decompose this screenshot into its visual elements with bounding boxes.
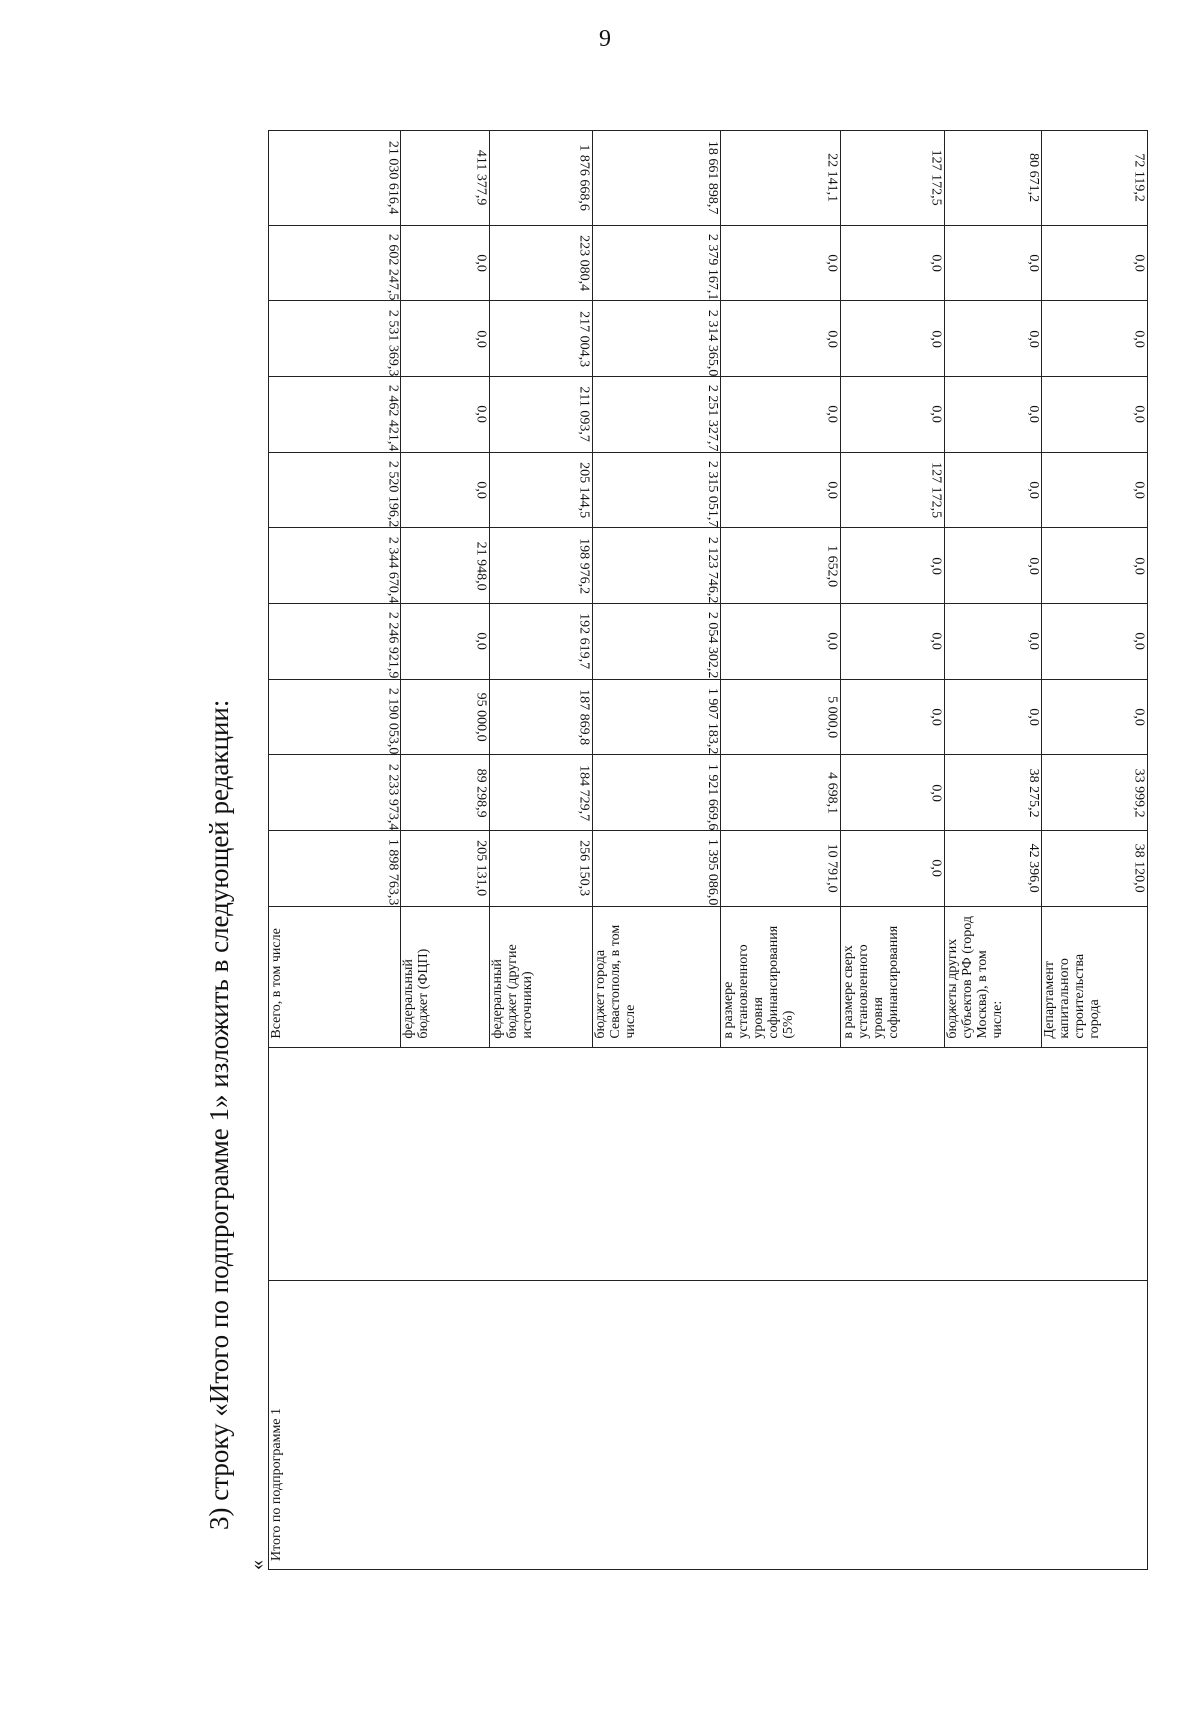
year-value: 256 150,3 <box>489 831 592 907</box>
year-value: 0,0 <box>840 679 945 755</box>
row-label: в размере сверх установленного уровня софинансирования <box>840 906 945 1047</box>
year-value: 127 172,5 <box>840 452 945 528</box>
year-value: 95 000,0 <box>401 679 490 755</box>
row-total-value: 72 119,2 <box>1042 131 1148 226</box>
year-value: 42 396,0 <box>945 831 1042 907</box>
budget-table <box>268 130 1148 1570</box>
row-label: федеральный бюджет (ФЦП) <box>401 906 490 1047</box>
year-value: 21 948,0 <box>401 528 490 604</box>
year-value: 2 520 196,2 <box>269 452 401 528</box>
year-value: 0,0 <box>840 755 945 831</box>
year-value: 0,0 <box>1042 604 1148 680</box>
year-value: 205 144,5 <box>489 452 592 528</box>
amendment-heading: 3) строку «Итого по подпрограмме 1» изложить в следующей редакции: <box>204 699 234 1530</box>
year-value: 38 120,0 <box>1042 831 1148 907</box>
year-value: 0,0 <box>401 301 490 377</box>
year-value: 2 190 053,0 <box>269 679 401 755</box>
year-value: 0,0 <box>721 377 840 453</box>
year-value: 0,0 <box>945 301 1042 377</box>
year-value: 0,0 <box>401 225 490 301</box>
year-value: 0,0 <box>945 679 1042 755</box>
row-label: федеральный бюджет (другие источники) <box>489 906 592 1047</box>
year-value: 0,0 <box>721 225 840 301</box>
row-label: Департамент капитального строительства города <box>1042 906 1148 1047</box>
year-value: 2 123 746,2 <box>593 528 721 604</box>
year-value: 0,0 <box>945 377 1042 453</box>
year-value: 0,0 <box>1042 301 1148 377</box>
row-label: бюджет города Севастополя, в том числе <box>593 906 721 1047</box>
year-value: 1 907 183,2 <box>593 679 721 755</box>
page-number: 9 <box>599 26 611 52</box>
table-row <box>269 131 401 1570</box>
year-value: 187 869,8 <box>489 679 592 755</box>
row-total-value: 411 377,9 <box>401 131 490 226</box>
year-value: 10 791,0 <box>721 831 840 907</box>
year-value: 2 054 302,2 <box>593 604 721 680</box>
year-value: 2 233 973,4 <box>269 755 401 831</box>
year-value: 0,0 <box>401 604 490 680</box>
year-value: 2 315 051,7 <box>593 452 721 528</box>
year-value: 211 093,7 <box>489 377 592 453</box>
year-value: 0,0 <box>1042 377 1148 453</box>
year-value: 0,0 <box>840 831 945 907</box>
year-value: 0,0 <box>1042 452 1148 528</box>
year-value: 2 314 365,0 <box>593 301 721 377</box>
year-value: 0,0 <box>945 452 1042 528</box>
year-value: 0,0 <box>840 225 945 301</box>
year-value: 2 246 921,9 <box>269 604 401 680</box>
row-label: бюджеты других субъектов РФ (город Москва), в том числе: <box>945 906 1042 1047</box>
year-value: 0,0 <box>840 301 945 377</box>
row-total-value: 21 030 616,4 <box>269 131 401 226</box>
opening-quote: « <box>246 1560 268 1570</box>
year-value: 5 000,0 <box>721 679 840 755</box>
year-value: 0,0 <box>945 528 1042 604</box>
row-label: в размере установленного уровня софинансирования (5%) <box>721 906 840 1047</box>
year-value: 1 898 763,3 <box>269 831 401 907</box>
year-value: 33 999,2 <box>1042 755 1148 831</box>
year-value: 0,0 <box>401 452 490 528</box>
year-value: 0,0 <box>945 225 1042 301</box>
year-value: 0,0 <box>840 528 945 604</box>
row-total-value: 1 876 668,6 <box>489 131 592 226</box>
year-value: 198 976,2 <box>489 528 592 604</box>
year-value: 0,0 <box>1042 679 1148 755</box>
year-value: 0,0 <box>1042 225 1148 301</box>
year-value: 2 531 369,3 <box>269 301 401 377</box>
year-value: 0,0 <box>721 604 840 680</box>
year-value: 184 729,7 <box>489 755 592 831</box>
year-value: 223 080,4 <box>489 225 592 301</box>
year-value: 192 619,7 <box>489 604 592 680</box>
row-total-value: 80 671,2 <box>945 131 1042 226</box>
year-value: 0,0 <box>721 301 840 377</box>
year-value: 0,0 <box>401 377 490 453</box>
year-value: 4 698,1 <box>721 755 840 831</box>
row-label: Всего, в том числе <box>269 906 401 1047</box>
year-value: 2 602 247,5 <box>269 225 401 301</box>
year-value: 2 251 327,7 <box>593 377 721 453</box>
year-value: 0,0 <box>721 452 840 528</box>
year-value: 217 004,3 <box>489 301 592 377</box>
year-value: 2 344 670,4 <box>269 528 401 604</box>
year-value: 2 462 421,4 <box>269 377 401 453</box>
row-total-value: 127 172,5 <box>840 131 945 226</box>
row-total-value: 18 661 898,7 <box>593 131 721 226</box>
year-value: 1 921 669,6 <box>593 755 721 831</box>
year-value: 205 131,0 <box>401 831 490 907</box>
subprogram-title-cell: Итого по подпрограмме 1 <box>269 1280 1148 1569</box>
rotated-content <box>200 120 1160 1570</box>
year-value: 0,0 <box>1042 528 1148 604</box>
year-value: 38 275,2 <box>945 755 1042 831</box>
year-value: 1 652,0 <box>721 528 840 604</box>
year-value: 0,0 <box>945 604 1042 680</box>
year-value: 0,0 <box>840 604 945 680</box>
year-value: 2 379 167,1 <box>593 225 721 301</box>
empty-cell <box>269 1047 1148 1280</box>
year-value: 1 395 086,0 <box>593 831 721 907</box>
year-value: 0,0 <box>840 377 945 453</box>
year-value: 89 298,9 <box>401 755 490 831</box>
row-total-value: 22 141,1 <box>721 131 840 226</box>
